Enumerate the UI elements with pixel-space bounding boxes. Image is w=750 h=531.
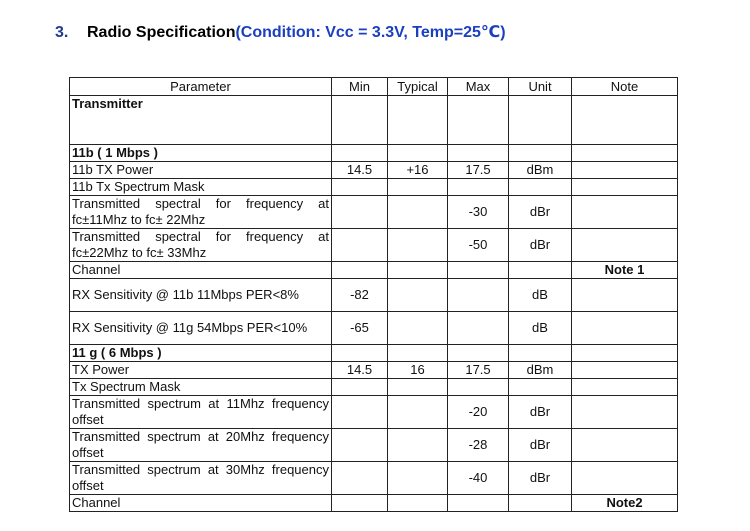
param-cell: Transmitted spectrum at 11Mhz frequency offset — [70, 396, 332, 429]
param-cell: RX Sensitivity @ 11g 54Mbps PER<10% — [70, 312, 332, 345]
param-cell: Channel — [70, 495, 332, 512]
note-cell — [572, 179, 678, 196]
unit-cell — [509, 495, 572, 512]
note-cell — [572, 162, 678, 179]
note-cell — [572, 279, 678, 312]
table-row — [70, 312, 678, 345]
max-cell — [448, 379, 509, 396]
unit-cell: dBr — [509, 229, 572, 262]
typ-cell: +16 — [388, 162, 448, 179]
unit-cell: dBr — [509, 196, 572, 229]
radio-spec-table — [69, 77, 678, 512]
table-row — [70, 362, 678, 379]
table-header-row — [70, 78, 678, 96]
section-condition: (Condition: Vcc = 3.3V, Temp=25℃) — [235, 24, 506, 41]
max-cell: 17.5 — [448, 162, 509, 179]
header-min: Min — [332, 78, 388, 96]
note-cell — [572, 362, 678, 379]
max-cell: -40 — [448, 462, 509, 495]
unit-cell: dBm — [509, 362, 572, 379]
section-title: Radio Specification — [87, 24, 236, 41]
table-row — [70, 396, 678, 429]
max-cell: -28 — [448, 429, 509, 462]
note-cell — [572, 462, 678, 495]
max-cell — [448, 312, 509, 345]
param-cell: TX Power — [70, 362, 332, 379]
typ-cell — [388, 429, 448, 462]
param-cell: 11b TX Power — [70, 162, 332, 179]
max-cell: -50 — [448, 229, 509, 262]
typ-cell — [388, 196, 448, 229]
param-cell: RX Sensitivity @ 11b 11Mbps PER<8% — [70, 279, 332, 312]
table-row — [70, 262, 678, 279]
max-cell: -30 — [448, 196, 509, 229]
unit-cell: dBr — [509, 462, 572, 495]
note-cell: Note 1 — [572, 262, 678, 279]
table-row — [70, 162, 678, 179]
unit-cell — [509, 262, 572, 279]
param-cell: Channel — [70, 262, 332, 279]
table-row — [70, 279, 678, 312]
min-cell — [332, 396, 388, 429]
min-cell: -65 — [332, 312, 388, 345]
header-max: Max — [448, 78, 509, 96]
typ-cell — [388, 396, 448, 429]
unit-cell: dBm — [509, 162, 572, 179]
max-cell — [448, 279, 509, 312]
table-body-11b — [70, 162, 678, 345]
min-cell: 14.5 — [332, 162, 388, 179]
section-number: 3. — [55, 24, 69, 41]
typ-cell — [388, 462, 448, 495]
min-cell — [332, 429, 388, 462]
header-parameter: Parameter — [70, 78, 332, 96]
section-row-11b — [70, 145, 678, 162]
header-unit: Unit — [509, 78, 572, 96]
unit-cell — [509, 179, 572, 196]
unit-cell: dBr — [509, 396, 572, 429]
unit-cell: dB — [509, 279, 572, 312]
min-cell: -82 — [332, 279, 388, 312]
note-cell — [572, 196, 678, 229]
section-row-11g — [70, 345, 678, 362]
section-label-11b: 11b ( 1 Mbps ) — [70, 145, 332, 162]
note-cell — [572, 312, 678, 345]
max-cell: 17.5 — [448, 362, 509, 379]
min-cell — [332, 196, 388, 229]
min-cell — [332, 262, 388, 279]
min-cell — [332, 495, 388, 512]
note-cell: Note2 — [572, 495, 678, 512]
param-cell: Transmitted spectrum at 20Mhz frequency offset — [70, 429, 332, 462]
max-cell — [448, 262, 509, 279]
param-cell: Transmitted spectral for frequency at fc±11Mhz to fc± 22Mhz — [70, 196, 332, 229]
header-typical: Typical — [388, 78, 448, 96]
table-row — [70, 495, 678, 512]
table-row — [70, 229, 678, 262]
section-heading — [55, 22, 506, 42]
min-cell — [332, 229, 388, 262]
min-cell — [332, 179, 388, 196]
typ-cell — [388, 179, 448, 196]
note-cell — [572, 379, 678, 396]
typ-cell — [388, 379, 448, 396]
typ-cell — [388, 495, 448, 512]
max-cell — [448, 495, 509, 512]
table-row — [70, 379, 678, 396]
typ-cell — [388, 279, 448, 312]
param-cell: Tx Spectrum Mask — [70, 379, 332, 396]
table-row — [70, 196, 678, 229]
table-body-11g — [70, 362, 678, 512]
note-cell — [572, 429, 678, 462]
param-cell: Transmitted spectral for frequency at fc±22Mhz to fc± 33Mhz — [70, 229, 332, 262]
typ-cell — [388, 262, 448, 279]
note-cell — [572, 229, 678, 262]
section-row-transmitter — [70, 96, 678, 145]
section-label-11g: 11 g ( 6 Mbps ) — [70, 345, 332, 362]
unit-cell: dBr — [509, 429, 572, 462]
min-cell: 14.5 — [332, 362, 388, 379]
section-label-transmitter: Transmitter — [70, 96, 332, 145]
table-row — [70, 429, 678, 462]
table-row — [70, 179, 678, 196]
max-cell — [448, 179, 509, 196]
typ-cell: 16 — [388, 362, 448, 379]
min-cell — [332, 379, 388, 396]
unit-cell — [509, 379, 572, 396]
min-cell — [332, 462, 388, 495]
typ-cell — [388, 312, 448, 345]
table-row — [70, 462, 678, 495]
max-cell: -20 — [448, 396, 509, 429]
param-cell: Transmitted spectrum at 30Mhz frequency offset — [70, 462, 332, 495]
note-cell — [572, 396, 678, 429]
typ-cell — [388, 229, 448, 262]
header-note: Note — [572, 78, 678, 96]
param-cell: 11b Tx Spectrum Mask — [70, 179, 332, 196]
unit-cell: dB — [509, 312, 572, 345]
